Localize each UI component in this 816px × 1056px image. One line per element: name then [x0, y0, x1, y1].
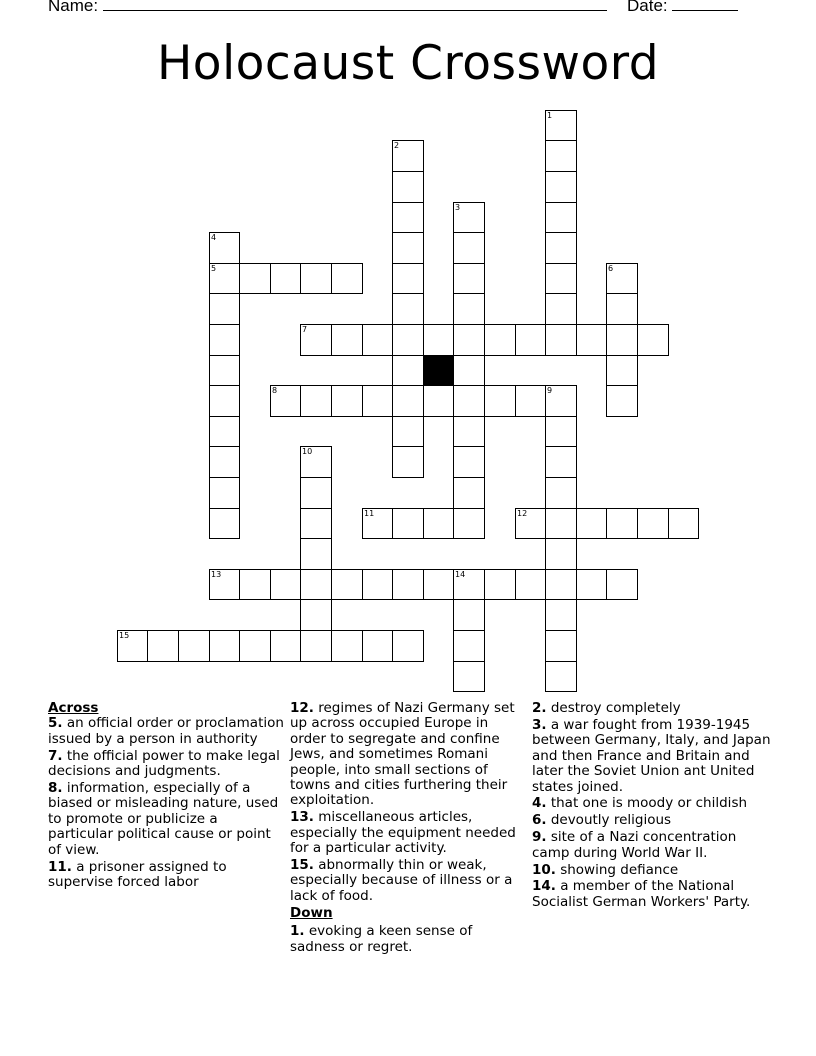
cell-number: 3	[455, 203, 461, 212]
cell-number: 13	[211, 570, 222, 579]
crossword-cell[interactable]	[209, 416, 240, 447]
crossword-cell[interactable]	[300, 508, 332, 539]
crossword-cell[interactable]	[117, 630, 148, 662]
crossword-cell[interactable]	[392, 232, 424, 264]
clue-number: 10.	[532, 861, 556, 878]
crossword-cell[interactable]	[545, 661, 577, 692]
crossword-cell[interactable]	[637, 508, 669, 539]
crossword-cell[interactable]	[392, 385, 424, 417]
crossword-cell[interactable]	[392, 416, 424, 447]
crossword-cell[interactable]	[392, 202, 424, 233]
crossword-cell[interactable]	[545, 477, 577, 509]
crossword-cell[interactable]	[300, 385, 332, 417]
crossword-cell[interactable]	[453, 293, 485, 325]
cell-number: 1	[547, 111, 553, 120]
crossword-cell[interactable]	[300, 569, 332, 600]
crossword-cell[interactable]	[545, 385, 577, 417]
crossword-cell[interactable]	[637, 324, 669, 356]
cell-number: 2	[394, 141, 400, 150]
crossword-cell[interactable]	[209, 293, 240, 325]
crossword-cell[interactable]	[545, 508, 577, 539]
crossword-cell[interactable]	[545, 263, 577, 294]
clues-column-3	[532, 701, 772, 912]
across-heading: Across	[48, 700, 99, 716]
crossword-cell[interactable]	[300, 599, 332, 631]
crossword-black-cell	[423, 355, 454, 386]
name-label: Name:	[48, 0, 99, 15]
clue-number: 14.	[532, 878, 556, 895]
crossword-cell[interactable]	[545, 171, 577, 203]
crossword-cell[interactable]	[270, 385, 301, 417]
clue-text: the official power to make legal decisions and judgments.	[48, 747, 280, 780]
crossword-cell[interactable]	[515, 324, 546, 356]
crossword-cell[interactable]	[453, 416, 485, 447]
crossword-cell[interactable]	[392, 324, 424, 356]
cell-number: 5	[211, 264, 217, 273]
crossword-cell[interactable]	[331, 385, 363, 417]
crossword-cell[interactable]	[331, 263, 363, 294]
crossword-cell[interactable]	[606, 324, 638, 356]
clue-text: a war fought from 1939-1945 between Germany, Italy, and Japan and then France and Britain and later the Soviet Union ant United states joined.	[532, 716, 771, 795]
clue-text: miscellaneous articles, especially the equipment needed for a particular activity.	[290, 809, 516, 857]
cell-number: 11	[364, 509, 375, 518]
crossword-cell[interactable]	[392, 508, 424, 539]
crossword-cell[interactable]	[545, 630, 577, 662]
clue-number: 13.	[290, 809, 314, 826]
crossword-cell[interactable]	[453, 630, 485, 662]
crossword-cell[interactable]	[484, 385, 516, 417]
crossword-cell[interactable]	[209, 232, 240, 264]
crossword-cell[interactable]	[239, 630, 271, 662]
clue-text: showing defiance	[555, 861, 679, 878]
crossword-cell[interactable]	[209, 355, 240, 386]
crossword-cell[interactable]	[515, 569, 546, 600]
clue	[290, 810, 528, 856]
crossword-cell[interactable]	[545, 324, 577, 356]
crossword-cell[interactable]	[515, 385, 546, 417]
crossword-cell[interactable]	[423, 385, 454, 417]
cell-number: 10	[302, 447, 313, 456]
clues-column-2	[290, 701, 528, 957]
crossword-cell[interactable]	[453, 508, 485, 539]
crossword-cell[interactable]	[392, 263, 424, 294]
crossword-cell[interactable]	[453, 355, 485, 386]
cell-number: 6	[608, 264, 614, 273]
crossword-cell[interactable]	[606, 263, 638, 294]
clue	[532, 718, 772, 795]
crossword-cell[interactable]	[668, 508, 699, 539]
crossword-cell[interactable]	[484, 569, 516, 600]
crossword-cell[interactable]	[362, 630, 393, 662]
crossword-cell[interactable]	[239, 569, 271, 600]
crossword-cell[interactable]	[300, 630, 332, 662]
date-label: Date:	[627, 0, 668, 15]
crossword-cell[interactable]	[362, 508, 393, 539]
crossword-cell[interactable]	[392, 171, 424, 203]
crossword-cell[interactable]	[392, 293, 424, 325]
crossword-cell[interactable]	[209, 630, 240, 662]
crossword-cell[interactable]	[545, 232, 577, 264]
crossword-cell[interactable]	[423, 569, 454, 600]
clue-number: 3.	[532, 716, 547, 733]
crossword-cell[interactable]	[362, 569, 393, 600]
clue-text: a prisoner assigned to supervise forced labor	[48, 858, 227, 890]
clue-text: information, especially of a biased or misleading nature, used to promote or publicize a particular political cause or point of view.	[48, 780, 279, 858]
clue	[48, 716, 286, 747]
clue-number: 12.	[290, 700, 314, 716]
crossword-cell[interactable]	[453, 202, 485, 233]
cell-number: 9	[547, 386, 553, 395]
down-heading: Down	[290, 904, 333, 921]
crossword-cell[interactable]	[515, 508, 546, 539]
across-clue-list	[48, 716, 286, 890]
clue-number: 15.	[290, 857, 314, 874]
clue	[48, 749, 286, 780]
crossword-cell[interactable]	[362, 385, 393, 417]
crossword-cell[interactable]	[453, 324, 485, 356]
crossword-cell[interactable]	[545, 446, 577, 478]
clues-column-1	[48, 701, 286, 892]
cell-number: 7	[302, 325, 308, 334]
clue-text: that one is moody or childish	[546, 795, 748, 812]
clue-text: abnormally thin or weak, especially because of illness or a lack of food.	[290, 857, 513, 904]
crossword-cell[interactable]	[209, 385, 240, 417]
page-title: Holocaust Crossword	[156, 36, 660, 91]
cell-number: 14	[455, 570, 466, 579]
crossword-cell[interactable]	[606, 355, 638, 386]
clue	[532, 796, 772, 811]
crossword-cell[interactable]	[209, 263, 240, 294]
crossword-cell[interactable]	[392, 446, 424, 478]
crossword-cell[interactable]	[362, 324, 393, 356]
crossword-cell[interactable]	[209, 324, 240, 356]
cell-number: 8	[272, 386, 278, 395]
crossword-cell[interactable]	[331, 324, 363, 356]
clue-number: 1.	[290, 923, 305, 940]
crossword-cell[interactable]	[545, 202, 577, 233]
crossword-cell[interactable]	[606, 293, 638, 325]
clue-number: 2.	[532, 700, 547, 716]
crossword-cell[interactable]	[300, 263, 332, 294]
clue	[532, 701, 772, 716]
crossword-cell[interactable]	[331, 569, 363, 600]
crossword-cell[interactable]	[606, 569, 638, 600]
crossword-cell[interactable]	[545, 569, 577, 600]
crossword-cell[interactable]	[545, 293, 577, 325]
clue-number: 7.	[48, 747, 63, 764]
crossword-cell[interactable]	[270, 263, 301, 294]
crossword-cell[interactable]	[300, 324, 332, 356]
cell-number: 15	[119, 631, 130, 640]
clue	[532, 879, 772, 910]
crossword-cell[interactable]	[453, 232, 485, 264]
clue-number: 6.	[532, 812, 547, 829]
clue-number: 4.	[532, 795, 547, 812]
cell-number: 4	[211, 233, 217, 242]
crossword-cell[interactable]	[300, 538, 332, 570]
clue	[290, 858, 528, 904]
crossword-cell[interactable]	[453, 263, 485, 294]
crossword-cell[interactable]	[606, 508, 638, 539]
down-clue-list	[290, 924, 528, 955]
clue-text: evoking a keen sense of sadness or regret.	[290, 923, 473, 955]
clue	[48, 860, 286, 891]
clue-text: site of a Nazi concentration camp during World War II.	[532, 829, 737, 861]
crossword-cell[interactable]	[147, 630, 179, 662]
crossword-cell[interactable]	[270, 569, 301, 600]
crossword-cell[interactable]	[576, 569, 607, 600]
clue	[48, 781, 286, 858]
crossword-cell[interactable]	[453, 661, 485, 692]
crossword-cell[interactable]	[484, 324, 516, 356]
clue	[290, 924, 528, 955]
crossword-cell[interactable]	[209, 508, 240, 539]
crossword-cell[interactable]	[453, 477, 485, 509]
clue-number: 5.	[48, 715, 63, 732]
clue	[290, 701, 528, 809]
clue-text: devoutly religious	[546, 812, 672, 829]
crossword-cell[interactable]	[331, 630, 363, 662]
across-clue-list-continued	[290, 701, 528, 904]
crossword-cell[interactable]	[392, 630, 424, 662]
crossword-cell[interactable]	[576, 508, 607, 539]
crossword-cell[interactable]	[545, 110, 577, 141]
clue-text: a member of the National Socialist German Workers' Party.	[532, 878, 751, 910]
crossword-cell[interactable]	[209, 446, 240, 478]
crossword-cell[interactable]	[392, 569, 424, 600]
crossword-cell[interactable]	[209, 477, 240, 509]
crossword-cell[interactable]	[423, 324, 454, 356]
crossword-cell[interactable]	[545, 538, 577, 570]
crossword-cell[interactable]	[300, 446, 332, 478]
crossword-cell[interactable]	[300, 477, 332, 509]
crossword-cell[interactable]	[453, 569, 485, 600]
crossword-cell[interactable]	[545, 599, 577, 631]
clue	[532, 863, 772, 878]
down-clue-list-continued	[532, 701, 772, 910]
clue-text: regimes of Nazi Germany set up across occupied Europe in order to segregate and confine Jews, and sometimes Romani people, into small sections of towns and cities furthering their exploitation.	[290, 700, 515, 809]
clue	[532, 813, 772, 828]
crossword-cell[interactable]	[453, 446, 485, 478]
clue-text: destroy completely	[546, 700, 681, 716]
clue-text: an official order or proclamation issued by a person in authority	[48, 715, 284, 747]
clue-number: 11.	[48, 858, 72, 875]
crossword-cell[interactable]	[392, 140, 424, 172]
crossword-cell[interactable]	[239, 263, 271, 294]
crossword-cell[interactable]	[392, 355, 424, 386]
crossword-cell[interactable]	[453, 599, 485, 631]
crossword-cell[interactable]	[209, 569, 240, 600]
clue-number: 9.	[532, 829, 547, 846]
crossword-cell[interactable]	[606, 385, 638, 417]
cell-number: 12	[517, 509, 528, 518]
clue	[532, 830, 772, 861]
crossword-cell[interactable]	[576, 324, 607, 356]
crossword-cell[interactable]	[545, 140, 577, 172]
crossword-cell[interactable]	[270, 630, 301, 662]
crossword-cell[interactable]	[423, 508, 454, 539]
crossword-cell[interactable]	[453, 385, 485, 417]
crossword-cell[interactable]	[545, 416, 577, 447]
crossword-cell[interactable]	[178, 630, 210, 662]
clue-number: 8.	[48, 780, 63, 797]
